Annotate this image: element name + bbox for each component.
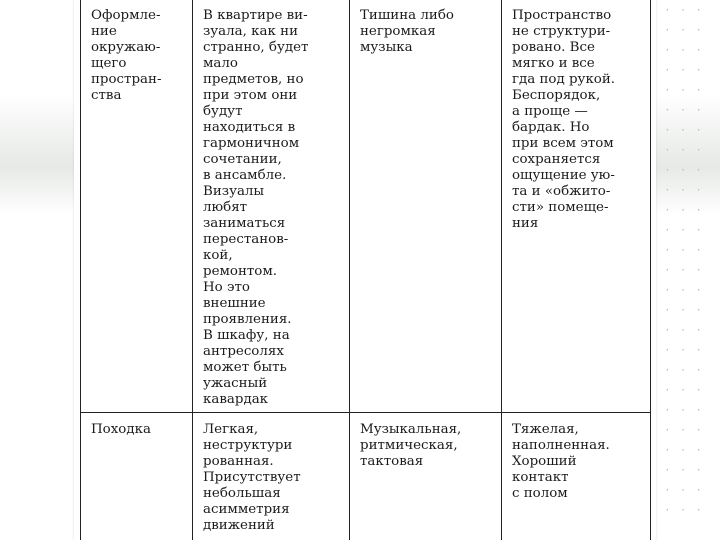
table-row (81, 0, 651, 413)
table-cell: Музыкальная, ритмическая, тактовая (350, 413, 502, 540)
characteristics-table (80, 0, 651, 540)
document-page (74, 0, 656, 540)
row-heading-cell: Походка (81, 413, 193, 540)
table-cell: В квартире ви- зуала, как ни странно, будет мало предметов, но при этом они будут находиться в гармоничном сочетании, в ансамбле. Визуалы любят заниматься перестанов- кой, ремонтом. Но это внешние проявления. В шкафу, на антресолях может быть ужасный кавардак (193, 0, 350, 413)
table-cell: Тишина либо негромкая музыка (350, 0, 502, 413)
row-heading-cell: Оформле- ние окружаю- щего простран- ства (81, 0, 193, 413)
table-cell: Тяжелая, наполненная. Хороший контакт с полом (502, 413, 651, 540)
table-cell: Пространство не структури- ровано. Все мягко и все гда под рукой. Беспорядок, а проще — бардак. Но при всем этом сохраняется ощущение ую- та и «обжито- сти» помеще- ния (502, 0, 651, 413)
table-row (81, 413, 651, 540)
decorative-dots: · · · · · · · · · · · · · · · · · · · · · · · · · · · · · · · · · · · · · · · · · · · · · · · · · · · · · · · · · · · · · · · · · · · · · · · · · · · · · · (665, 3, 705, 517)
table-cell: Легкая, неструктури рованная. Присутствует небольшая асимметрия движений (193, 413, 350, 540)
